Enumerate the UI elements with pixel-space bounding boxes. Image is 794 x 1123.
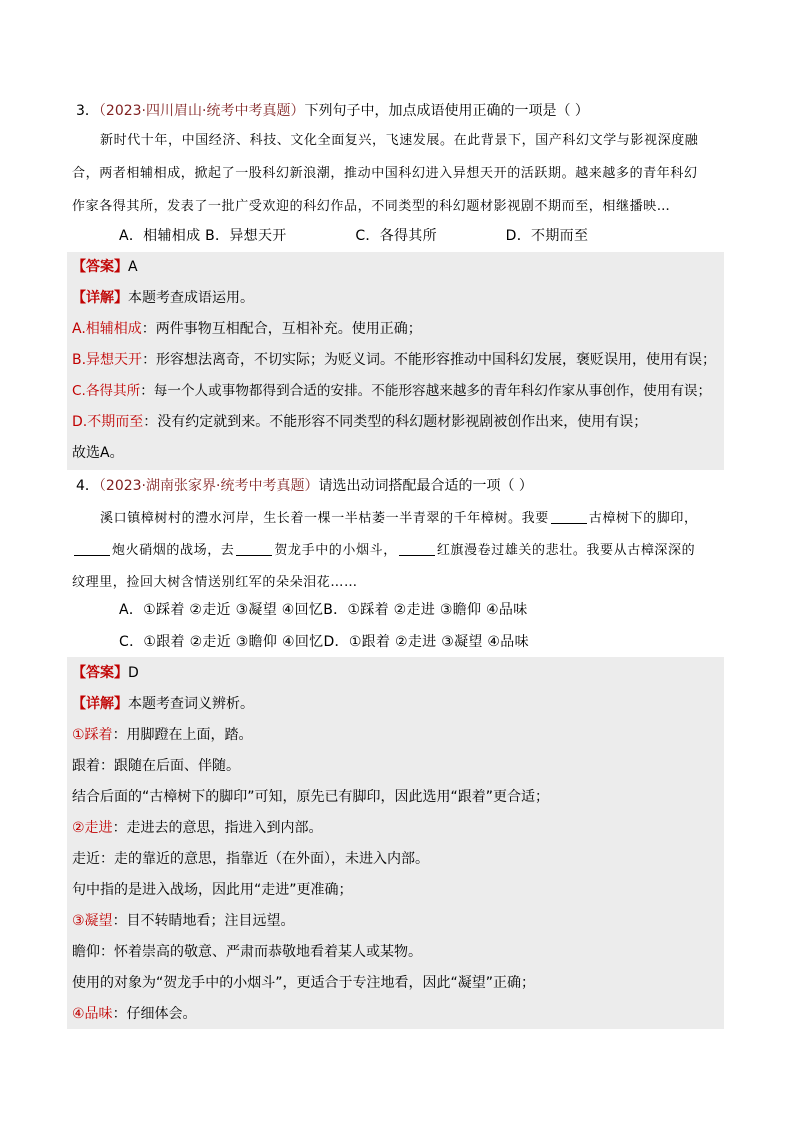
q4-option-b: B．①踩着 ②走进 ③瞻仰 ④品味	[323, 602, 528, 618]
answer-blank[interactable]	[236, 541, 272, 556]
q4-passage-line: 纹理里，捡回大树含情送别红军的朵朵泪花……	[72, 575, 358, 590]
answer-blank[interactable]	[551, 509, 587, 524]
q4-stem: 请选出动词搭配最合适的一项（ ）	[318, 478, 533, 494]
q4-detail-line: ④品味：仔细体会。	[72, 1006, 197, 1022]
q3-answer	[72, 257, 138, 277]
answer-blank[interactable]	[399, 541, 435, 556]
q3-source: （2023·四川眉山·统考中考真题）	[98, 103, 305, 119]
q4-options-row-1	[119, 600, 528, 620]
q4-option-a: A．①踩着 ②走近 ③凝望 ④回忆	[119, 602, 324, 618]
q4-detail-line: 跟着：跟随在后面、伴随。	[72, 758, 240, 774]
q4-option-c: C．①跟着 ②走近 ③瞻仰 ④回忆	[119, 634, 324, 650]
q4-source: （2023·湖南张家界·统考中考真题）	[98, 478, 319, 494]
answer-tag: 【答案】	[72, 259, 128, 275]
q4-passage-line: 炮火硝烟的战场，去 贺龙手中的小烟斗， 红旗漫卷过雄关的悲壮。我要从古樟深深的	[72, 541, 695, 561]
q3-options	[119, 226, 588, 246]
q4-detail-line: 走近：走的靠近的意思，指靠近（在外面），未进入内部。	[72, 851, 429, 867]
q3-passage-line: 新时代十年，中国经济、科技、文化全面复兴，飞速发展。在此背景下，国产科幻文学与影视深度融	[100, 133, 699, 148]
q3-stem: 下列句子中，加点成语使用正确的一项是（ ）	[304, 103, 589, 119]
q4-detail	[72, 694, 254, 714]
q4-detail-line: ③凝望：目不转睛地看；注目远望。	[72, 913, 295, 929]
q4-number: 4．	[76, 478, 99, 494]
q3-passage-line: 作家各得其所，发表了一批广受欢迎的科幻作品，不同类型的科幻题材影视剧不期而至，相继播映…	[72, 199, 671, 214]
q3-option-a: A．相辅相成	[119, 228, 201, 244]
q4-header	[76, 476, 533, 496]
q4-options-row-2	[119, 632, 529, 652]
detail-intro: 本题考查成语运用。	[128, 290, 254, 306]
q4-option-d: D．①跟着 ②走进 ③凝望 ④品味	[323, 634, 529, 650]
detail-intro: 本题考查词义辨析。	[128, 696, 254, 712]
answer-value: A	[128, 259, 138, 275]
q4-detail-line: 瞻仰：怀着崇高的敬意、严肃而恭敬地看着某人或某物。	[72, 944, 422, 960]
q3-explanation-c: C.各得其所：每一个人或事物都得到合适的安排。不能形容越来越多的青年科幻作家从事创作，使用有误；	[72, 383, 712, 399]
answer-tag: 【答案】	[72, 665, 128, 681]
q3-explanation-a: A.相辅相成：两件事物互相配合，互相补充。使用正确；	[72, 321, 422, 337]
q4-detail-line: 使用的对象为“贺龙手中的小烟斗”，更适合于专注地看，因此“凝望”正确；	[72, 975, 536, 991]
q3-detail	[72, 288, 254, 308]
answer-value: D	[128, 665, 139, 681]
q3-header	[76, 101, 589, 121]
q3-option-d: D．不期而至	[505, 228, 589, 244]
q4-detail-line: ①踩着：用脚蹬在上面，踏。	[72, 727, 253, 743]
q4-detail-line: ②走进：走进去的意思，指进入到内部。	[72, 820, 323, 836]
q3-number: 3．	[76, 103, 99, 119]
q4-passage-line: 溪口镇樟树村的澧水河岸，生长着一棵一半枯萎一半青翠的千年樟树。我要 古樟树下的脚印，	[100, 511, 698, 526]
answer-blank[interactable]	[74, 541, 110, 556]
detail-tag: 【详解】	[72, 290, 128, 306]
q4-detail-line: 结合后面的“古樟树下的脚印”可知，原先已有脚印，因此选用“跟着”更合适；	[72, 789, 550, 805]
q3-passage-line: 合，两者相辅相成，掀起了一股科幻新浪潮，推动中国科幻进入异想天开的活跃期。越来越多的青年科幻	[72, 166, 698, 181]
q4-answer	[72, 663, 139, 683]
q3-option-c: C．各得其所	[355, 228, 437, 244]
q3-explanation-b: B.异想天开：形容想法离奇，不切实际；为贬义词。不能形容推动中国科幻发展，褒贬误用，使用有误；	[72, 352, 717, 368]
q3-explanation-d: D.不期而至：没有约定就到来。不能形容不同类型的科幻题材影视剧被创作出来，使用有误；	[72, 414, 648, 430]
q4-detail-line: 句中指的是进入战场，因此用“走进”更准确；	[72, 882, 353, 898]
q3-option-b: B．异想天开	[205, 228, 287, 244]
q3-conclusion: 故选A。	[72, 445, 124, 461]
detail-tag: 【详解】	[72, 696, 128, 712]
